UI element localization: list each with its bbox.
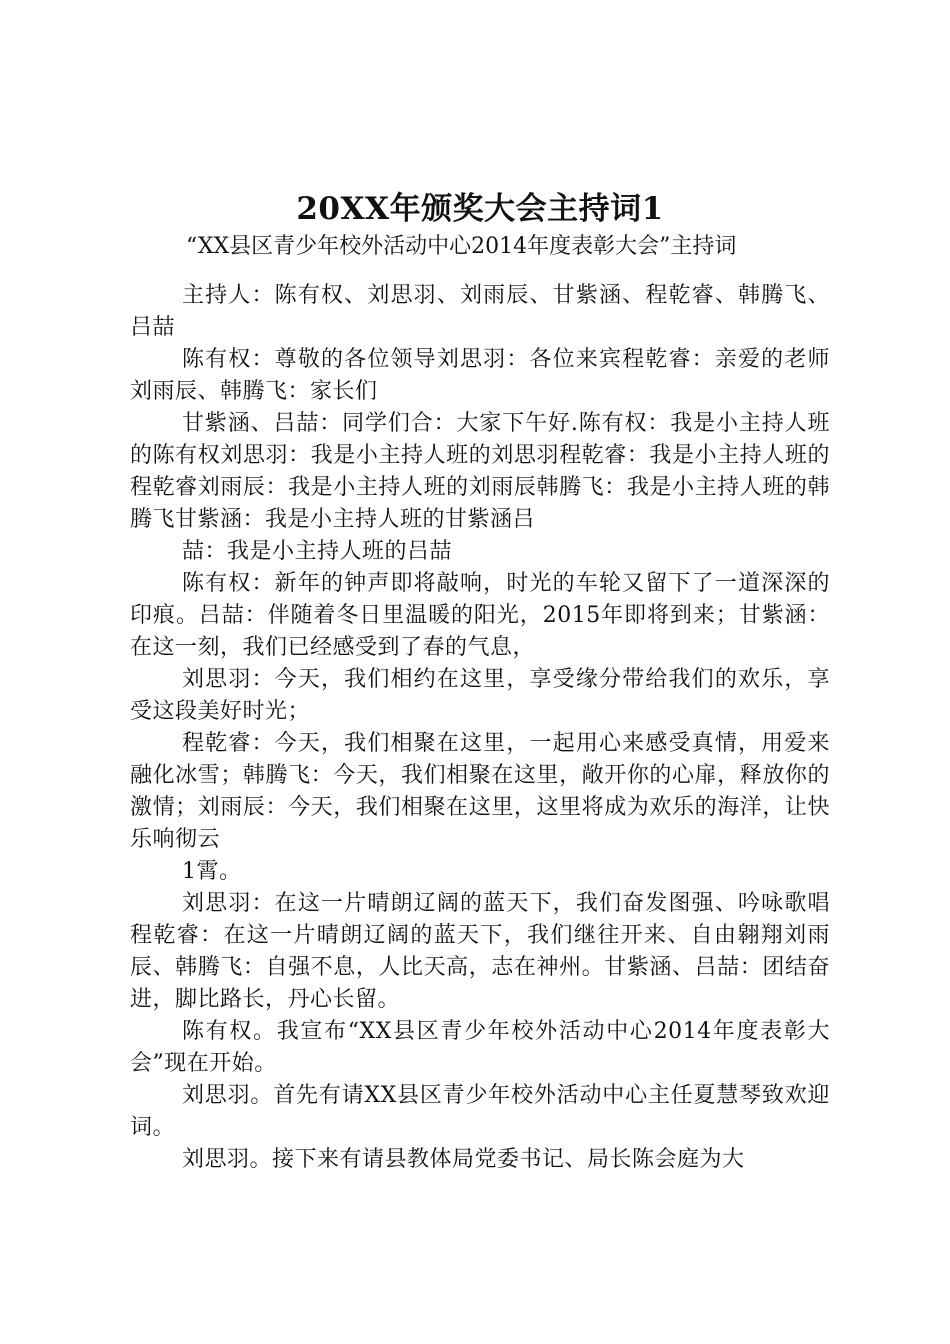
paragraph: 主持人：陈有权、刘思羽、刘雨辰、甘紫涵、程乾睿、韩腾飞、吕喆 — [130, 283, 830, 340]
paragraph: 陈有权：尊敬的各位领导刘思羽：各位来宾程乾睿：亲爱的老师刘雨辰、韩腾飞：家长们 — [130, 347, 830, 404]
paragraph: 刘思羽：在这一片晴朗辽阔的蓝天下，我们奋发图强、吟咏歌唱程乾睿：在这一片晴朗辽阔的蓝天下，我们继往开来、自由翱翔刘雨辰、韩腾飞：自强不息，人比天高，志在神州。甘紫涵、吕喆：团结奋进，脚比路长，丹心长留。 — [130, 891, 830, 1012]
document-subtitle: “XX县区青少年校外活动中心2014年度表彰大会”主持词 — [186, 234, 737, 259]
document-title: 20XX年颁奖大会主持词1 — [296, 191, 664, 227]
paragraph: 陈有权。我宣布“XX县区青少年校外活动中心2014年度表彰大会”现在开始。 — [130, 1019, 830, 1076]
paragraph: 程乾睿：今天，我们相聚在这里，一起用心来感受真情，用爱来融化冰雪；韩腾飞：今天，我们相聚在这里，敞开你的心扉，释放你的激情；刘雨辰：今天，我们相聚在这里，这里将成为欢乐的海洋，让快乐响彻云 — [130, 731, 830, 852]
paragraph: 刘思羽。接下来有请县教体局党委书记、局长陈会庭为大 — [182, 1147, 745, 1172]
paragraph: 陈有权：新年的钟声即将敲响，时光的车轮又留下了一道深深的印痕。吕喆：伴随着冬日里温暖的阳光，2015年即将到来；甘紫涵：在这一刻，我们已经感受到了春的气息， — [130, 571, 830, 660]
paragraph: 刘思羽。首先有请XX县区青少年校外活动中心主任夏慧琴致欢迎词。 — [130, 1083, 830, 1140]
paragraph: 1霄。 — [182, 859, 242, 884]
paragraph: 喆：我是小主持人班的吕喆 — [182, 539, 453, 564]
document-page — [130, 186, 830, 1176]
paragraph: 甘紫涵、吕喆：同学们合：大家下午好.陈有权：我是小主持人班的陈有权刘思羽：我是小主持人班的刘思羽程乾睿：我是小主持人班的程乾睿刘雨辰：我是小主持人班的刘雨辰韩腾飞：我是小主持人班的韩腾飞甘紫涵：我是小主持人班的甘紫涵吕 — [130, 411, 830, 532]
paragraph: 刘思羽：今天，我们相约在这里，享受缘分带给我们的欢乐，享受这段美好时光； — [130, 667, 830, 724]
